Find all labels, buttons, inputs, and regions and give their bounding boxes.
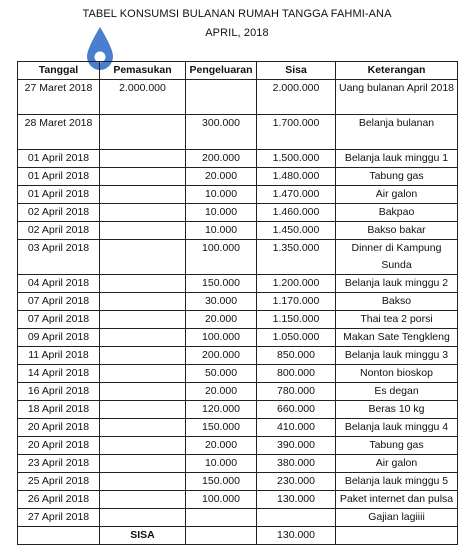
table-row — [18, 365, 458, 383]
cell-keterangan: Nonton bioskop — [336, 365, 458, 383]
cell-pengeluaran: 10.000 — [186, 222, 257, 240]
table-row — [18, 311, 458, 329]
cell-pemasukan — [100, 293, 186, 311]
cell-sisa: 1.450.000 — [257, 222, 336, 240]
cell-pemasukan — [100, 168, 186, 186]
cell-pengeluaran: 150.000 — [186, 275, 257, 293]
cell-sisa: 230.000 — [257, 473, 336, 491]
cell-tanggal: 14 April 2018 — [18, 365, 100, 383]
cell-keterangan: Bakso bakar — [336, 222, 458, 240]
cell-keterangan: Belanja bulanan — [336, 115, 458, 150]
table-row — [18, 347, 458, 365]
cell-tanggal: 27 April 2018 — [18, 509, 100, 527]
document-title: TABEL KONSUMSI BULANAN RUMAH TANGGA FAHMI-ANA — [82, 8, 392, 20]
cell-sisa: 130.000 — [257, 491, 336, 509]
cell-pengeluaran: 10.000 — [186, 186, 257, 204]
cell-keterangan: Air galon — [336, 186, 458, 204]
cell-tanggal: 16 April 2018 — [18, 383, 100, 401]
cell-pemasukan — [100, 115, 186, 150]
cell-tanggal: 02 April 2018 — [18, 204, 100, 222]
cell-pemasukan — [100, 186, 186, 204]
cell-tanggal: 03 April 2018 — [18, 240, 100, 275]
cell-tanggal: 20 April 2018 — [18, 437, 100, 455]
cell-pengeluaran: 20.000 — [186, 311, 257, 329]
cell-keterangan: Belanja lauk minggu 4 — [336, 419, 458, 437]
cell-keterangan: Thai tea 2 porsi — [336, 311, 458, 329]
cell-pengeluaran: 10.000 — [186, 204, 257, 222]
table-row — [18, 383, 458, 401]
cell-keterangan: Belanja lauk minggu 2 — [336, 275, 458, 293]
cell-keterangan: Bakpao — [336, 204, 458, 222]
cell-pemasukan — [100, 473, 186, 491]
table-row — [18, 293, 458, 311]
cell-pengeluaran: 20.000 — [186, 383, 257, 401]
cell-keterangan: Es degan — [336, 383, 458, 401]
cell-pemasukan — [100, 491, 186, 509]
table-row — [18, 80, 458, 115]
cell-pemasukan — [100, 311, 186, 329]
cell-keterangan: Belanja lauk minggu 3 — [336, 347, 458, 365]
cell-pengeluaran: 20.000 — [186, 168, 257, 186]
header-keterangan: Keterangan — [336, 62, 458, 80]
cell-pengeluaran: 100.000 — [186, 329, 257, 347]
cell-keterangan: Beras 10 kg — [336, 401, 458, 419]
cell-tanggal: 27 Maret 2018 — [18, 80, 100, 115]
cell-pemasukan — [100, 455, 186, 473]
cell-pengeluaran: 150.000 — [186, 473, 257, 491]
consumption-table — [17, 61, 458, 545]
cell-pemasukan: 2.000.000 — [100, 80, 186, 115]
sisa-label: SISA — [100, 527, 186, 545]
cell-sisa: 1.470.000 — [257, 186, 336, 204]
cell-keterangan: Dinner di Kampung Sunda — [336, 240, 458, 275]
cell-sisa: 800.000 — [257, 365, 336, 383]
cell-pengeluaran — [186, 509, 257, 527]
cell-pemasukan — [100, 437, 186, 455]
cell-tanggal: 25 April 2018 — [18, 473, 100, 491]
cell-pengeluaran: 120.000 — [186, 401, 257, 419]
cell-pemasukan — [100, 365, 186, 383]
cell-keterangan: Uang bulanan April 2018 — [336, 80, 458, 115]
header-sisa: Sisa — [257, 62, 336, 80]
document-subtitle: APRIL, 2018 — [205, 27, 269, 39]
table-row — [18, 222, 458, 240]
cell-sisa: 1.350.000 — [257, 240, 336, 275]
cell-tanggal: 09 April 2018 — [18, 329, 100, 347]
table-row — [18, 401, 458, 419]
cell-pemasukan — [100, 222, 186, 240]
table-header-row — [18, 62, 458, 80]
cell-pemasukan — [100, 204, 186, 222]
header-pemasukan: Pemasukan — [100, 62, 186, 80]
cell-keterangan: Bakso — [336, 293, 458, 311]
cell-pemasukan — [100, 347, 186, 365]
cell-sisa: 850.000 — [257, 347, 336, 365]
table-row — [18, 168, 458, 186]
cell-sisa: 1.700.000 — [257, 115, 336, 150]
cell-pengeluaran: 20.000 — [186, 437, 257, 455]
cell-pengeluaran: 50.000 — [186, 365, 257, 383]
cell-pemasukan — [100, 383, 186, 401]
cell-tanggal: 02 April 2018 — [18, 222, 100, 240]
cell-pengeluaran: 300.000 — [186, 115, 257, 150]
table-row — [18, 491, 458, 509]
cell-sisa — [257, 509, 336, 527]
cell-tanggal: 11 April 2018 — [18, 347, 100, 365]
cell-keterangan: Belanja lauk minggu 1 — [336, 150, 458, 168]
cell-sisa: 1.460.000 — [257, 204, 336, 222]
cell-pemasukan — [100, 240, 186, 275]
cell-sisa: 1.150.000 — [257, 311, 336, 329]
cell-tanggal: 07 April 2018 — [18, 293, 100, 311]
cell-tanggal: 07 April 2018 — [18, 311, 100, 329]
table-row — [18, 204, 458, 222]
header-tanggal: Tanggal — [18, 62, 100, 80]
cell-pemasukan — [100, 329, 186, 347]
cell-pengeluaran: 10.000 — [186, 455, 257, 473]
cell-keterangan: Makan Sate Tengkleng — [336, 329, 458, 347]
cell-pemasukan — [100, 150, 186, 168]
table-row — [18, 419, 458, 437]
cell-pengeluaran: 100.000 — [186, 240, 257, 275]
cell-keterangan: Tabung gas — [336, 168, 458, 186]
cell-pemasukan — [100, 419, 186, 437]
cell-pemasukan — [100, 401, 186, 419]
cell-sisa: 660.000 — [257, 401, 336, 419]
cell-tanggal: 18 April 2018 — [18, 401, 100, 419]
cell-sisa: 410.000 — [257, 419, 336, 437]
cell-tanggal: 01 April 2018 — [18, 186, 100, 204]
cell-pengeluaran — [186, 80, 257, 115]
cell-pengeluaran: 100.000 — [186, 491, 257, 509]
table-row — [18, 115, 458, 150]
cell-pengeluaran: 150.000 — [186, 419, 257, 437]
cell-pengeluaran: 30.000 — [186, 293, 257, 311]
table-row — [18, 509, 458, 527]
table-row — [18, 455, 458, 473]
cell-keterangan: Air galon — [336, 455, 458, 473]
cell-tanggal: 26 April 2018 — [18, 491, 100, 509]
table-row — [18, 437, 458, 455]
table-row — [18, 329, 458, 347]
cell-keterangan: Tabung gas — [336, 437, 458, 455]
cell-tanggal: 28 Maret 2018 — [18, 115, 100, 150]
sisa-total: 130.000 — [257, 527, 336, 545]
cell-sisa: 390.000 — [257, 437, 336, 455]
table-row — [18, 150, 458, 168]
table-row — [18, 473, 458, 491]
table-row — [18, 240, 458, 275]
cell-sisa: 1.050.000 — [257, 329, 336, 347]
cell-sisa: 2.000.000 — [257, 80, 336, 115]
table-row — [18, 186, 458, 204]
cell-keterangan: Belanja lauk minggu 5 — [336, 473, 458, 491]
cell-tanggal: 04 April 2018 — [18, 275, 100, 293]
cell-keterangan: Paket internet dan pulsa — [336, 491, 458, 509]
cell-tanggal: 20 April 2018 — [18, 419, 100, 437]
cell-keterangan: Gajian lagiiii — [336, 509, 458, 527]
cell-pemasukan — [100, 509, 186, 527]
cell-pemasukan — [100, 275, 186, 293]
cell-pengeluaran: 200.000 — [186, 150, 257, 168]
cell-pengeluaran: 200.000 — [186, 347, 257, 365]
cell-tanggal: 01 April 2018 — [18, 150, 100, 168]
header-pengeluaran: Pengeluaran — [186, 62, 257, 80]
table-row — [18, 275, 458, 293]
cell-tanggal: 01 April 2018 — [18, 168, 100, 186]
cell-sisa: 1.200.000 — [257, 275, 336, 293]
cell-sisa: 1.480.000 — [257, 168, 336, 186]
cell-sisa: 780.000 — [257, 383, 336, 401]
cell-sisa: 380.000 — [257, 455, 336, 473]
cell-sisa: 1.170.000 — [257, 293, 336, 311]
cell-sisa: 1.500.000 — [257, 150, 336, 168]
cell-tanggal: 23 April 2018 — [18, 455, 100, 473]
